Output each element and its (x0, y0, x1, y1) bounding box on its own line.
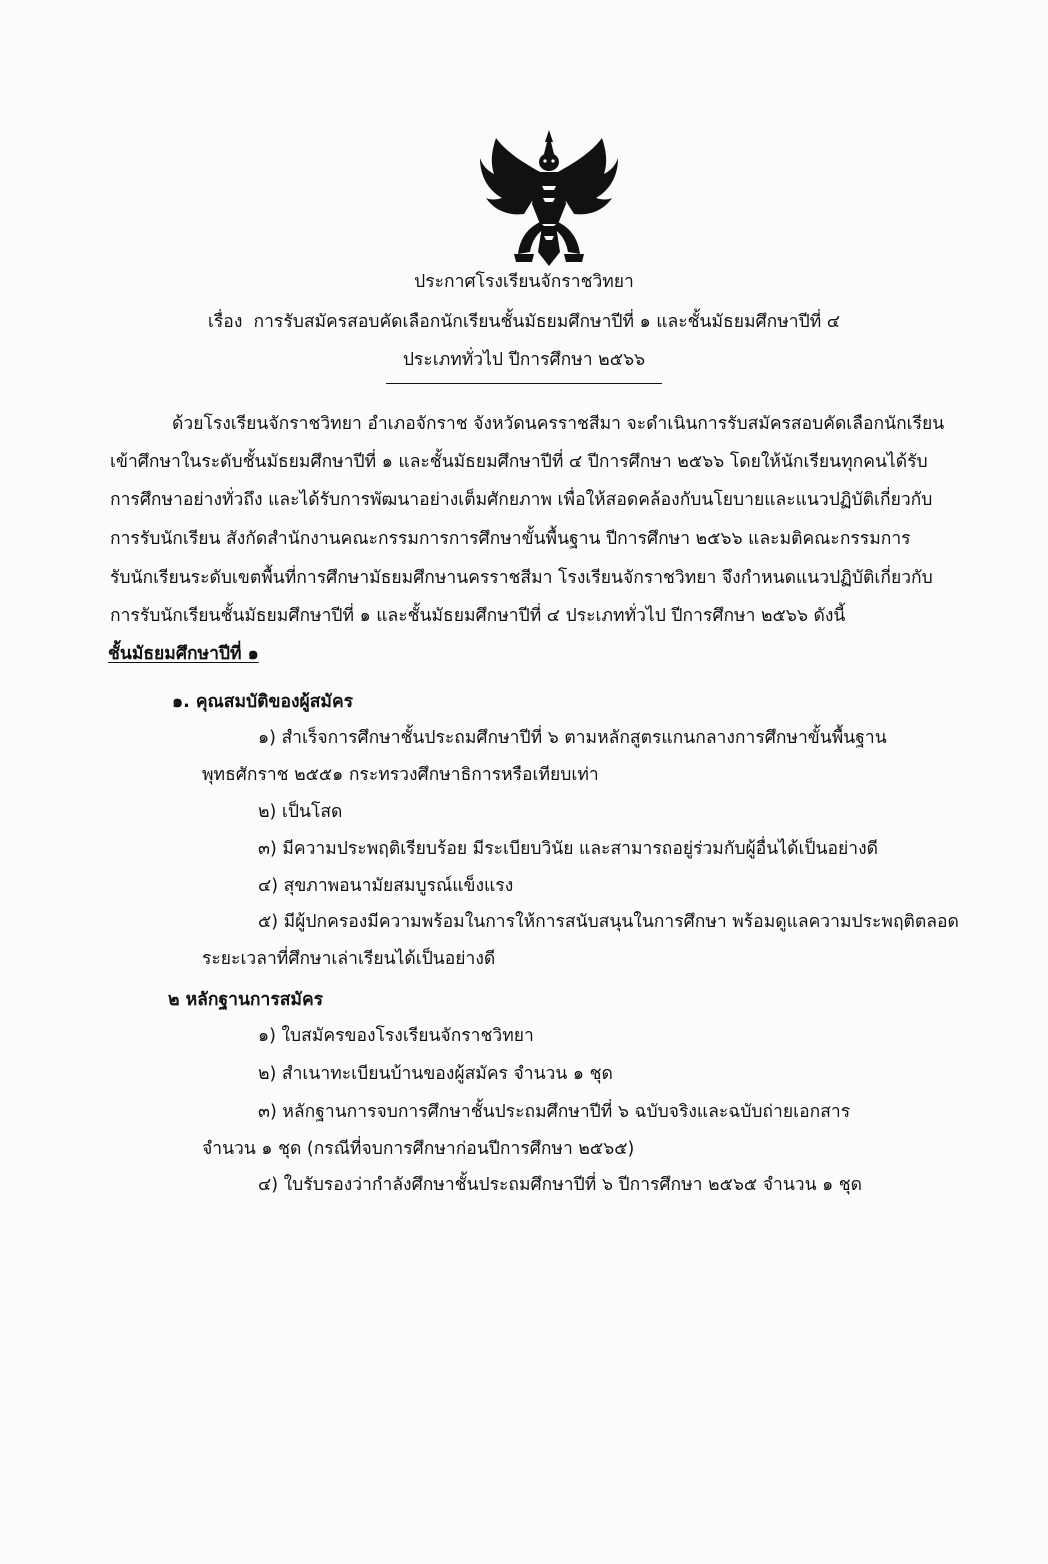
section-2-item-3: ๓) หลักฐานการจบการศึกษาชั้นประถมศึกษาปีที่ ๖ ฉบับจริงและฉบับถ่ายเอกสาร (258, 1102, 851, 1122)
intro-line-5: รับนักเรียนระดับเขตพื้นที่การศึกษามัธยมศึกษานครราชสีมา โรงเรียนจักราชวิทยา จึงกำหนดแนวปฏิบัติเกี่ยวกับ (110, 568, 933, 588)
level-heading: ชั้นมัธยมศึกษาปีที่ ๑ (108, 644, 259, 664)
announcement-subject-line2: ประเภททั่วไป ปีการศึกษา ๒๕๖๖ (402, 350, 646, 370)
section-2-item-3-cont: จำนวน ๑ ชุด (กรณีที่จบการศึกษาก่อนปีการศึกษา ๒๕๖๕) (202, 1139, 635, 1159)
announcement-subject (0, 310, 1048, 334)
section-1-item-5-cont: ระยะเวลาที่ศึกษาเล่าเรียนได้เป็นอย่างดี (202, 949, 496, 969)
intro-line-3: การศึกษาอย่างทั่วถึง และได้รับการพัฒนาอย่างเต็มศักยภาพ เพื่อให้สอดคล้องกับนโยบายและแนวปฏิบัติเกี่ยวกับ (110, 490, 933, 510)
intro-line-2: เข้าศึกษาในระดับชั้นมัธยมศึกษาปีที่ ๑ และชั้นมัธยมศึกษาปีที่ ๔ ปีการศึกษา ๒๕๖๖ โดยให้นักเรียนทุกคนได้รับ (110, 452, 928, 472)
section-1-item-1: ๑) สำเร็จการศึกษาชั้นประถมศึกษาปีที่ ๖ ตามหลักสูตรแกนกลางการศึกษาขั้นพื้นฐาน (258, 728, 887, 748)
intro-line-6: การรับนักเรียนชั้นมัธยมศึกษาปีที่ ๑ และชั้นมัธยมศึกษาปีที่ ๔ ประเภททั่วไป ปีการศึกษา ๒๕๖๖ ดังนี้ (110, 606, 846, 626)
section-1-item-4: ๔) สุขภาพอนามัยสมบูรณ์แข็งแรง (258, 876, 514, 896)
announcement-title: ประกาศโรงเรียนจักราชวิทยา (414, 272, 634, 292)
subject-label: เรื่อง (207, 312, 243, 332)
section-1-item-3: ๓) มีความประพฤติเรียบร้อย มีระเบียบวินัย และสามารถอยู่ร่วมกับผู้อื่นได้เป็นอย่างดี (258, 839, 878, 859)
subject-text: การรับสมัครสอบคัดเลือกนักเรียนชั้นมัธยมศึกษาปีที่ ๑ และชั้นมัธยมศึกษาปีที่ ๔ (253, 312, 841, 332)
section-2-heading: ๒ หลักฐานการสมัคร (168, 990, 324, 1010)
garuda-emblem-icon (478, 128, 620, 268)
intro-line-4: การรับนักเรียน สังกัดสำนักงานคณะกรรมการการศึกษาขั้นพื้นฐาน ปีการศึกษา ๒๕๖๖ และมติคณะกรรมการ (110, 529, 911, 549)
section-2-item-4: ๔) ใบรับรองว่ากำลังศึกษาชั้นประถมศึกษาปีที่ ๖ ปีการศึกษา ๒๕๖๕ จำนวน ๑ ชุด (258, 1175, 863, 1195)
intro-line-1: ด้วยโรงเรียนจักราชวิทยา อำเภอจักราช จังหวัดนครราชสีมา จะดำเนินการรับสมัครสอบคัดเลือกนักเรียน (172, 414, 945, 434)
section-1-heading: ๑. คุณสมบัติของผู้สมัคร (172, 692, 354, 712)
section-1-item-5: ๕) มีผู้ปกครองมีความพร้อมในการให้การสนับสนุนในการศึกษา พร้อมดูแลความประพฤติตลอด (258, 912, 959, 932)
section-2-item-2: ๒) สำเนาทะเบียนบ้านของผู้สมัคร จำนวน ๑ ชุด (258, 1064, 613, 1084)
section-1-item-1-cont: พุทธศักราช ๒๕๕๑ กระทรวงศึกษาธิการหรือเทียบเท่า (202, 765, 599, 785)
section-1-item-2: ๒) เป็นโสด (258, 802, 343, 822)
section-2-item-1: ๑) ใบสมัครของโรงเรียนจักราชวิทยา (258, 1026, 534, 1046)
title-divider (386, 383, 662, 384)
